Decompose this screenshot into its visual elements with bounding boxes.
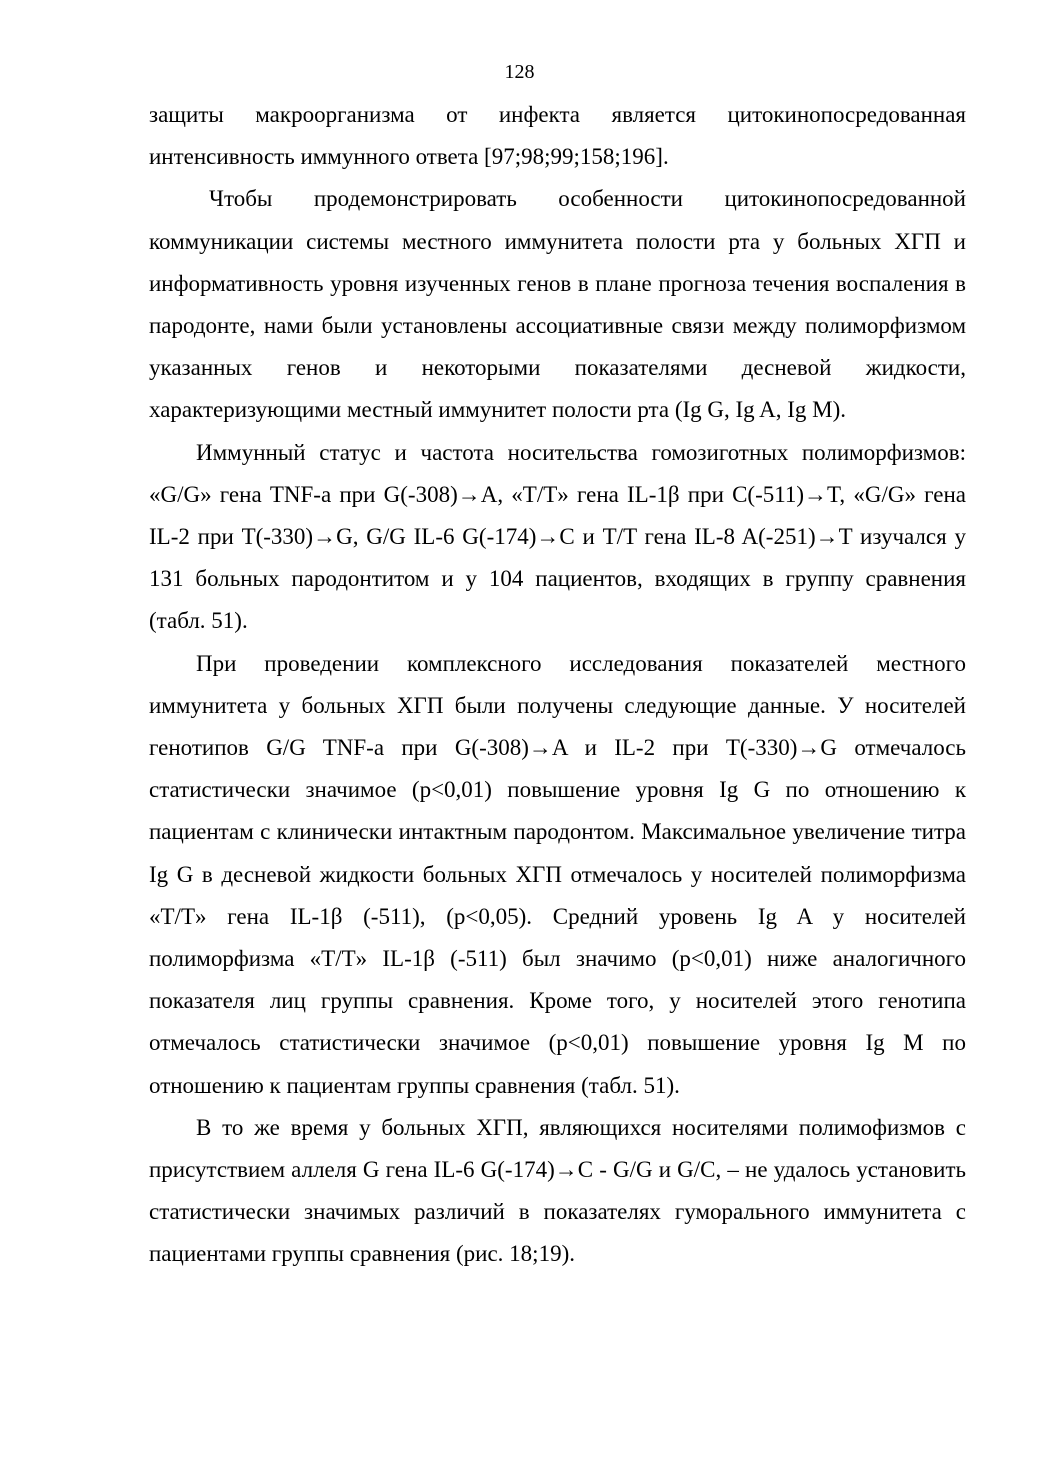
document-body (149, 94, 966, 1276)
paragraph-il6-results: В то же время у больных ХГП, являющихся носителями полимофизмов с присутствием аллеля G гена IL-6 G(-174)→C - G/G и G/C, – не удалось установить статистически значимых различий в показателях гуморального иммунитета с пациентами группы сравнения (рис. 18;19). (149, 1114, 966, 1267)
paragraph-immune-status: Иммунный статус и частота носительства гомозиготных полиморфизмов: «G/G» гена TNF-a при G(-308)→A, «T/T» гена IL-1β при C(-511)→T, «G/G» гена IL-2 при T(-330)→G, G/G IL-6 G(-174)→C и T/T гена IL-8 A(-251)→T изучался у 131 больных пародонтитом и у 104 пациентов, входящих в группу сравнения (табл. 51). (149, 439, 966, 634)
page-number: 128 (504, 61, 535, 83)
paragraph-local-immunity-results: При проведении комплексного исследования показателей местного иммунитета у больных ХГП были получены следующие данные. У носителей генотипов G/G TNF-a при G(-308)→A и IL-2 при T(-330)→G отмечалось статистически значимое (p<0,01) повышение уровня Ig G по отношению к пациентам с клинически интактным пародонтом. Максимальное увеличение титра Ig G в десневой жидкости больных ХГП отмечалось у носителей полиморфизма «T/T» гена IL-1β (-511), (p<0,05). Средний уровень Ig A у носителей полиморфизма «T/T» IL-1β (-511) был значимо (p<0,01) ниже аналогичного показателя лиц группы сравнения. Кроме того, у носителей этого генотипа отмечалось статистически значимое (p<0,01) повышение уровня Ig M по отношению к пациентам группы сравнения (табл. 51). (149, 650, 966, 1098)
paragraph-continuation: защиты макроорганизма от инфекта является цитокинопосредованная интенсивность иммунного ответа [97;98;99;158;196]. (149, 102, 966, 170)
paragraph-associative-links: Чтобы продемонстрировать особенности цитокинопосредованной коммуникации системы местного иммунитета полости рта у больных ХГП и информативность уровня изученных генов в плане прогноза течения воспаления в пародонте, нами были установлены ассоциативные связи между полиморфизмом указанных генов и некоторыми показателями десневой жидкости, характеризующими местный иммунитет полости рта (Ig G, Ig A, Ig M). (149, 186, 966, 423)
